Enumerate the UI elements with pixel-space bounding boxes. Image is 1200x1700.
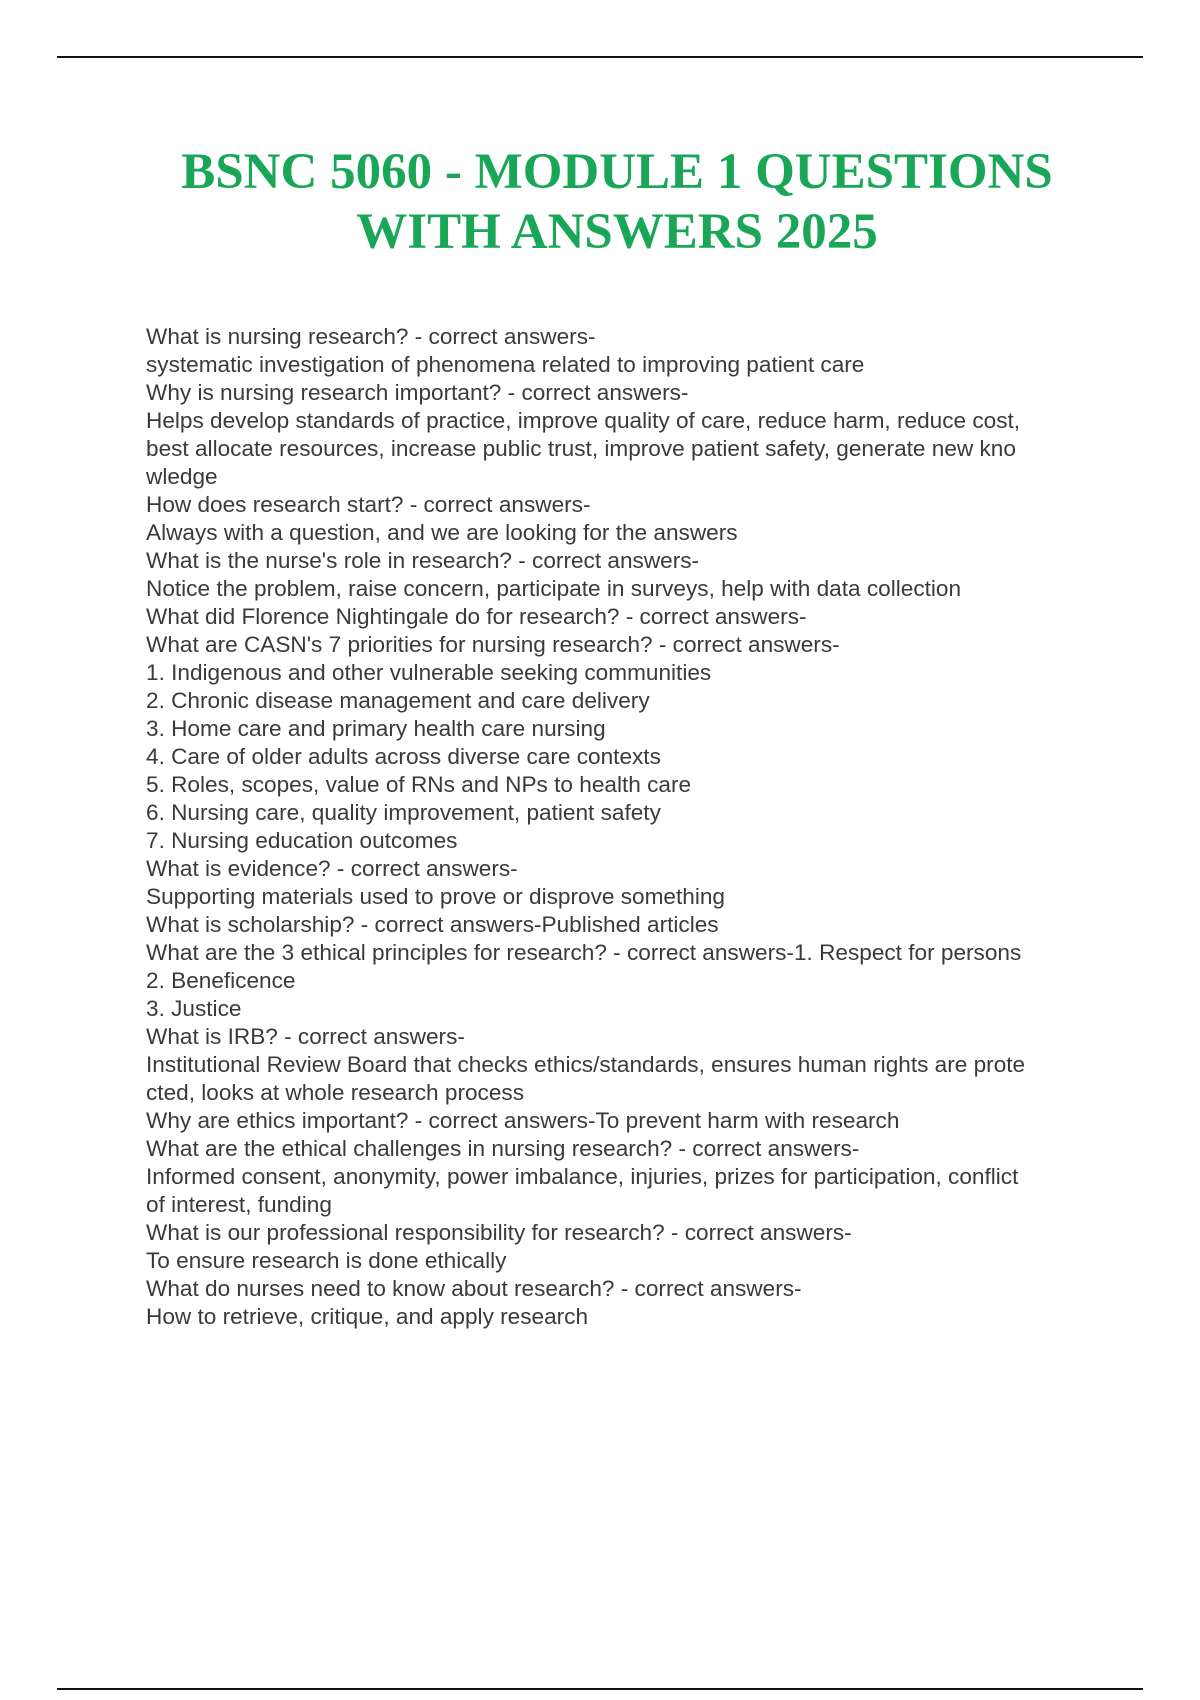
answer-line: wledge (146, 464, 218, 489)
list-item: 3. Justice (146, 996, 242, 1021)
list-item: 3. Home care and primary health care nursing (146, 716, 606, 741)
question-line: What are the 3 ethical principles for research? - correct answers-1. Respect for persons (146, 940, 1022, 965)
answer-line: Helps develop standards of practice, improve quality of care, reduce harm, reduce cost, (146, 408, 1021, 433)
document-title (0, 142, 1200, 262)
question-line: What do nurses need to know about research? - correct answers- (146, 1276, 802, 1301)
question-line: What did Florence Nightingale do for research? - correct answers- (146, 604, 807, 629)
question-line: What are CASN's 7 priorities for nursing research? - correct answers- (146, 632, 840, 657)
answer-line: Informed consent, anonymity, power imbalance, injuries, prizes for participation, conflict (146, 1164, 1019, 1189)
title-line: BSNC 5060 - MODULE 1 QUESTIONS (181, 144, 1053, 200)
question-line: What is IRB? - correct answers- (146, 1024, 465, 1049)
question-line: What is scholarship? - correct answers-Published articles (146, 912, 719, 937)
question-line: What is nursing research? - correct answers- (146, 324, 596, 349)
answer-line: Institutional Review Board that checks ethics/standards, ensures human rights are prote (146, 1052, 1026, 1077)
list-item: 5. Roles, scopes, value of RNs and NPs to health care (146, 772, 692, 797)
answer-line: Supporting materials used to prove or disprove something (146, 884, 725, 909)
answer-line: of interest, funding (146, 1192, 332, 1217)
question-line: What are the ethical challenges in nursing research? - correct answers- (146, 1136, 860, 1161)
question-line: Why is nursing research important? - correct answers- (146, 380, 689, 405)
list-item: 6. Nursing care, quality improvement, patient safety (146, 800, 661, 825)
question-line: Why are ethics important? - correct answers-To prevent harm with research (146, 1108, 900, 1133)
list-item: 1. Indigenous and other vulnerable seeking communities (146, 660, 712, 685)
answer-line: cted, looks at whole research process (146, 1080, 525, 1105)
answer-line: best allocate resources, increase public trust, improve patient safety, generate new kno (146, 436, 1016, 461)
question-line: What is evidence? - correct answers- (146, 856, 518, 881)
header-rule (57, 56, 1143, 58)
question-line: How does research start? - correct answers- (146, 492, 591, 517)
title-line: WITH ANSWERS 2025 (356, 204, 878, 260)
answer-line: Always with a question, and we are looking for the answers (146, 520, 738, 545)
list-item: 2. Beneficence (146, 968, 296, 993)
question-line: What is our professional responsibility for research? - correct answers- (146, 1220, 852, 1245)
answer-line: systematic investigation of phenomena related to improving patient care (146, 352, 865, 377)
question-line: What is the nurse's role in research? - correct answers- (146, 548, 700, 573)
answer-line: To ensure research is done ethically (146, 1248, 507, 1273)
list-item: 7. Nursing education outcomes (146, 828, 458, 853)
answer-line: How to retrieve, critique, and apply research (146, 1304, 589, 1329)
footer-rule (57, 1688, 1143, 1690)
list-item: 2. Chronic disease management and care delivery (146, 688, 650, 713)
answer-line: Notice the problem, raise concern, participate in surveys, help with data collection (146, 576, 962, 601)
list-item: 4. Care of older adults across diverse care contexts (146, 744, 661, 769)
document-body (146, 323, 1096, 1331)
